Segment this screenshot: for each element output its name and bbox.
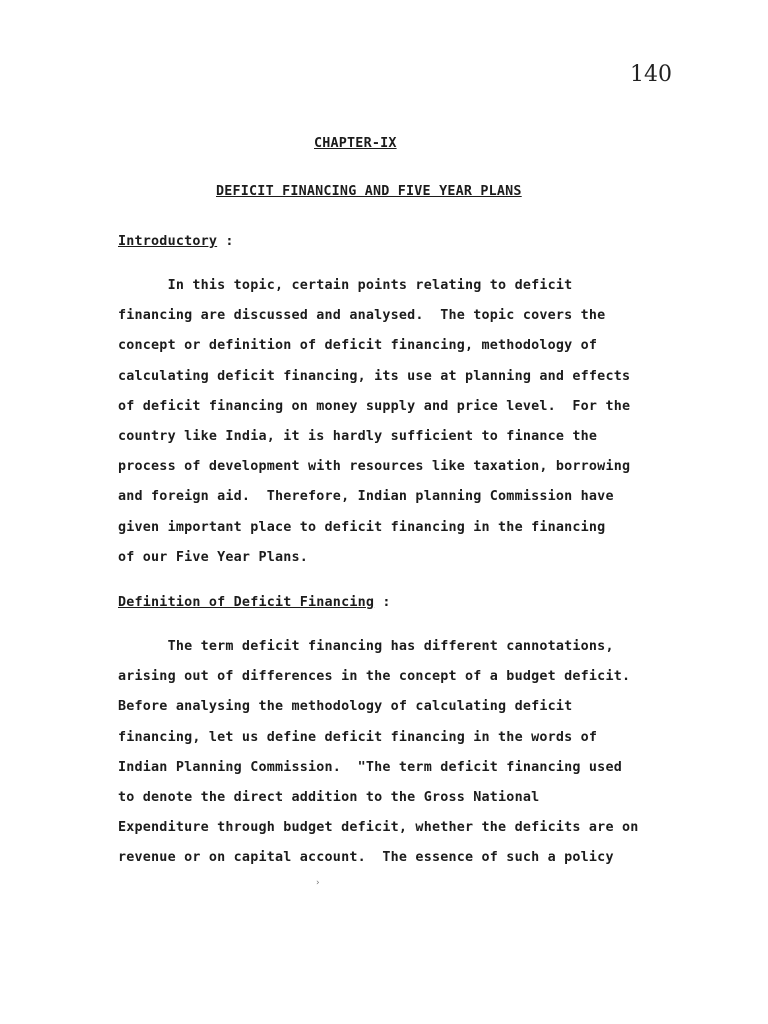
paragraph-line: country like India, it is hardly sufficient to finance the xyxy=(118,428,598,444)
paragraph-line: of our Five Year Plans. xyxy=(118,549,309,565)
paragraph-line: Indian Planning Commission. "The term deficit financing used xyxy=(118,759,622,775)
introductory-paragraph xyxy=(118,271,678,573)
chapter-title: CHAPTER-IX xyxy=(314,136,397,151)
section-heading-introductory xyxy=(118,234,234,249)
paragraph-line: financing are discussed and analysed. The topic covers the xyxy=(118,308,606,324)
definition-paragraph xyxy=(118,632,678,874)
paragraph-line: and foreign aid. Therefore, Indian planning Commission have xyxy=(118,489,614,505)
paragraph-line: Before analysing the methodology of calculating deficit xyxy=(118,699,573,715)
paragraph-line: concept or definition of deficit financing, methodology of xyxy=(118,338,598,354)
page-number: 140 xyxy=(630,62,672,87)
stray-scan-mark: › xyxy=(316,878,320,888)
paragraph-line: calculating deficit financing, its use at planning and effects xyxy=(118,368,631,384)
paragraph-line: given important place to deficit financing in the financing xyxy=(118,519,606,535)
paragraph-line: Expenditure through budget deficit, whether the deficits are on xyxy=(118,820,639,836)
paragraph-line: revenue or on capital account. The essence of such a policy xyxy=(118,850,614,866)
paragraph-line: arising out of differences in the concept of a budget deficit. xyxy=(118,669,631,685)
section-heading-colon: : xyxy=(374,595,391,610)
paragraph-line: financing, let us define deficit financing in the words of xyxy=(118,729,598,745)
paragraph-line: The term deficit financing has different cannotations, xyxy=(118,639,614,654)
section-heading-text: Definition of Deficit Financing xyxy=(118,595,375,610)
section-heading-text: Introductory xyxy=(118,234,218,249)
section-heading-colon: : xyxy=(217,234,234,249)
paragraph-line: process of development with resources like taxation, borrowing xyxy=(118,459,631,475)
paragraph-line: of deficit financing on money supply and price level. For the xyxy=(118,398,631,414)
chapter-subtitle: DEFICIT FINANCING AND FIVE YEAR PLANS xyxy=(216,184,522,199)
paragraph-line: to denote the direct addition to the Gross National xyxy=(118,789,540,805)
section-heading-definition xyxy=(118,595,391,610)
paragraph-line: In this topic, certain points relating to deficit xyxy=(118,278,573,293)
